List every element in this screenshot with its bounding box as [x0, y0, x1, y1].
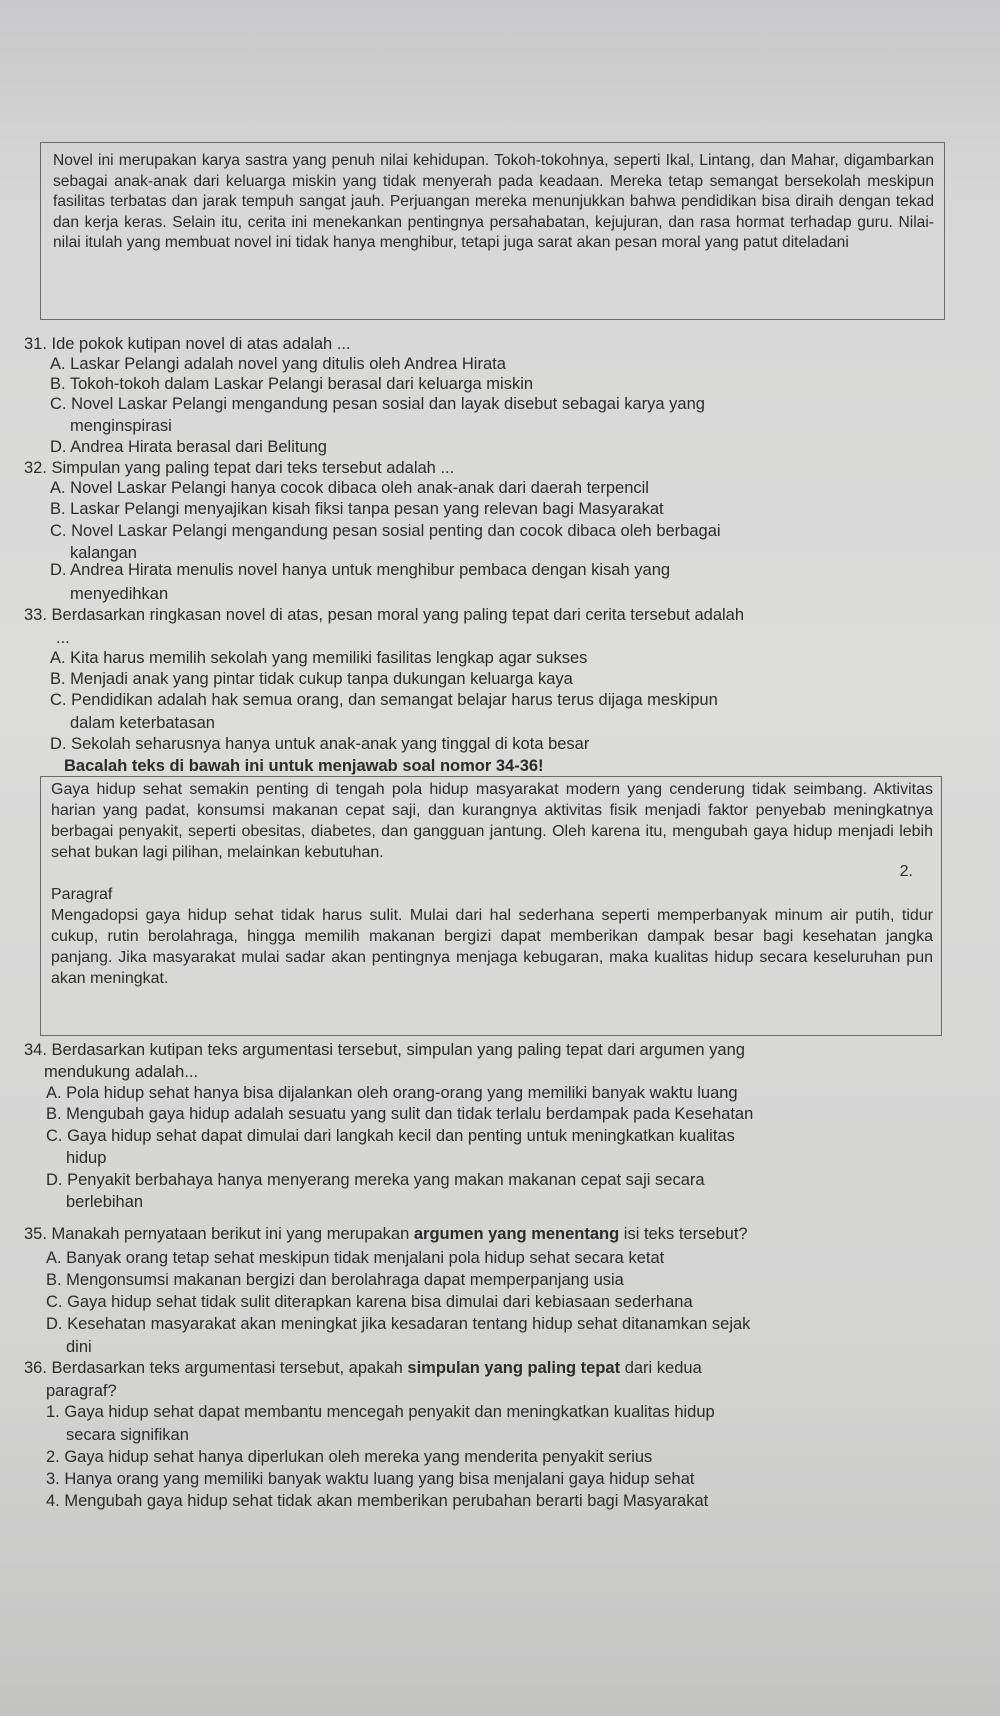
question-34-option-c: C. Gaya hidup sehat dapat dimulai dari langkah kecil dan penting untuk meningkatkan kualitas [46, 1127, 735, 1145]
question-31-option-d: D. Andrea Hirata berasal dari Belitung [50, 438, 327, 456]
question-36-option-2: 2. Gaya hidup sehat hanya diperlukan oleh mereka yang menderita penyakit serius [46, 1448, 653, 1466]
question-31-option-b: B. Tokoh-tokoh dalam Laskar Pelangi berasal dari keluarga miskin [50, 375, 534, 393]
health-text-paragraph-1: Gaya hidup sehat semakin penting di tengah pola hidup masyarakat modern yang cenderung tidak seimbang. Aktivitas harian yang padat, konsumsi makanan cepat saji, dan kurangnya aktivitas fisik menjadi faktor penyebab meningkatnya berbagai penyakit, seperti obesitas, diabetes, dan gangguan jantung. Oleh karena itu, mengubah gaya hidup menjadi lebih sehat bukan lagi pilihan, melainkan kebutuhan. [51, 781, 933, 861]
question-35-option-d: D. Kesehatan masyarakat akan meningkat jika kesadaran tentang hidup sehat ditanamkan sejak [46, 1315, 751, 1333]
health-text-box [40, 776, 942, 1036]
question-34-option-d: D. Penyakit berbahaya hanya menyerang mereka yang makan makanan cepat saji secara [46, 1171, 705, 1189]
question-34-option-a: A. Pola hidup sehat hanya bisa dijalankan oleh orang-orang yang memiliki banyak waktu luang [46, 1084, 738, 1102]
reading-instruction: Bacalah teks di bawah ini untuk menjawab soal nomor 34-36! [64, 757, 544, 775]
health-text-paragraph-2: Mengadopsi gaya hidup sehat tidak harus sulit. Mulai dari hal sederhana seperti memperbanyak minum air putih, tidur cukup, rutin berolahraga, hingga memilih makanan bergizi dapat memberikan dampak besar bagi kesehatan jangka panjang. Jika masyarakat mulai sadar akan pentingnya menjaga kebugaran, maka kualitas hidup secara keseluruhan pun akan meningkat. [51, 907, 933, 987]
question-31-option-a: A. Laskar Pelangi adalah novel yang ditulis oleh Andrea Hirata [50, 355, 506, 373]
question-35-stem-text: 35. Manakah pernyataan berikut ini yang merupakan [24, 1225, 414, 1243]
question-34-option-b: B. Mengubah gaya hidup adalah sesuatu yang sulit dan tidak terlalu berdampak pada Kesehatan [46, 1105, 754, 1123]
question-32-option-c-cont: kalangan [70, 544, 137, 562]
question-35-option-c: C. Gaya hidup sehat tidak sulit diterapkan karena bisa dimulai dari kebiasaan sederhana [46, 1293, 693, 1311]
question-36-option-1: 1. Gaya hidup sehat dapat membantu mencegah penyakit dan meningkatkan kualitas hidup [46, 1403, 715, 1421]
question-32-option-c: C. Novel Laskar Pelangi mengandung pesan sosial penting dan cocok dibaca oleh berbagai [50, 522, 721, 540]
question-34-option-d-cont: berlebihan [66, 1193, 144, 1211]
question-33-option-c-cont: dalam keterbatasan [70, 714, 215, 732]
question-31-option-c: C. Novel Laskar Pelangi mengandung pesan sosial dan layak disebut sebagai karya yang [50, 395, 705, 413]
question-32-option-d: D. Andrea Hirata menulis novel hanya untuk menghibur pembaca dengan kisah yang [50, 561, 671, 579]
question-33-option-b: B. Menjadi anak yang pintar tidak cukup tanpa dukungan keluarga kaya [50, 670, 573, 688]
question-36-option-3: 3. Hanya orang yang memiliki banyak waktu luang yang bisa menjalani gaya hidup sehat [46, 1470, 695, 1488]
question-32-option-a: A. Novel Laskar Pelangi hanya cocok dibaca oleh anak-anak dari daerah terpencil [50, 479, 649, 497]
question-36-stem-text: 36. Berdasarkan teks argumentasi tersebut, apakah [24, 1359, 408, 1377]
question-32-option-d-cont: menyedihkan [70, 585, 169, 603]
novel-excerpt-box [40, 142, 945, 320]
question-33-option-d: D. Sekolah seharusnya hanya untuk anak-anak yang tinggal di kota besar [50, 735, 590, 753]
question-36-stem-end: dari kedua [620, 1359, 702, 1377]
question-33-stem: 33. Berdasarkan ringkasan novel di atas, pesan moral yang paling tepat dari cerita tersebut adalah [24, 606, 745, 624]
question-31-stem: 31. Ide pokok kutipan novel di atas adalah ... [24, 335, 351, 353]
novel-excerpt-text: Novel ini merupakan karya sastra yang penuh nilai kehidupan. Tokoh-tokohnya, seperti Ikal, Lintang, dan Mahar, digambarkan sebagai anak-anak dari keluarga miskin yang tidak menyerah pada keadaan. Mereka tetap semangat bersekolah meskipun fasilitas terbatas dan jarak tempuh sangat jauh. Perjuangan mereka menunjukkan bahwa pendidikan bisa diraih dengan tekad dan kerja keras. Selain itu, cerita ini menekankan pentingnya persahabatan, kejujuran, dan rasa hormat terhadap guru. Nilai-nilai itulah yang membuat novel ini tidak hanya menghibur, tetapi juga sarat akan pesan moral yang patut diteladani [53, 152, 934, 252]
question-35-option-a: A. Banyak orang tetap sehat meskipun tidak menjalani pola hidup sehat secara ketat [46, 1249, 665, 1267]
question-34-stem-cont: mendukung adalah... [44, 1063, 199, 1081]
question-32-option-b: B. Laskar Pelangi menyajikan kisah fiksi tanpa pesan yang relevan bagi Masyarakat [50, 500, 664, 518]
question-31-option-c-cont: menginspirasi [70, 417, 172, 435]
question-35-stem-end: isi teks tersebut? [619, 1225, 748, 1243]
question-36-stem [24, 1358, 904, 1378]
question-33-stem-cont: ... [56, 629, 70, 647]
question-35-option-b: B. Mengonsumsi makanan bergizi dan berolahraga dapat memperpanjang usia [46, 1271, 624, 1289]
paragraph-number: 2. [899, 863, 913, 880]
question-34-stem: 34. Berdasarkan kutipan teks argumentasi tersebut, simpulan yang paling tepat dari argumen yang [24, 1041, 745, 1059]
question-35-option-d-cont: dini [66, 1338, 92, 1356]
question-35-stem-emphasis: argumen yang menentang [413, 1225, 620, 1243]
question-36-option-1-cont: secara signifikan [66, 1426, 189, 1444]
question-35-stem [24, 1224, 904, 1244]
question-33-option-a: A. Kita harus memilih sekolah yang memiliki fasilitas lengkap agar sukses [50, 649, 588, 667]
question-36-stem-emphasis: simpulan yang paling tepat [407, 1359, 621, 1377]
question-34-option-c-cont: hidup [66, 1149, 107, 1167]
question-36-option-4: 4. Mengubah gaya hidup sehat tidak akan memberikan perubahan berarti bagi Masyarakat [46, 1492, 709, 1510]
question-32-stem: 32. Simpulan yang paling tepat dari teks tersebut adalah ... [24, 459, 455, 477]
question-33-option-c: C. Pendidikan adalah hak semua orang, dan semangat belajar harus terus dijaga meskipun [50, 691, 718, 709]
question-36-stem-cont: paragraf? [46, 1382, 117, 1400]
paragraph-label: Paragraf [51, 886, 113, 903]
